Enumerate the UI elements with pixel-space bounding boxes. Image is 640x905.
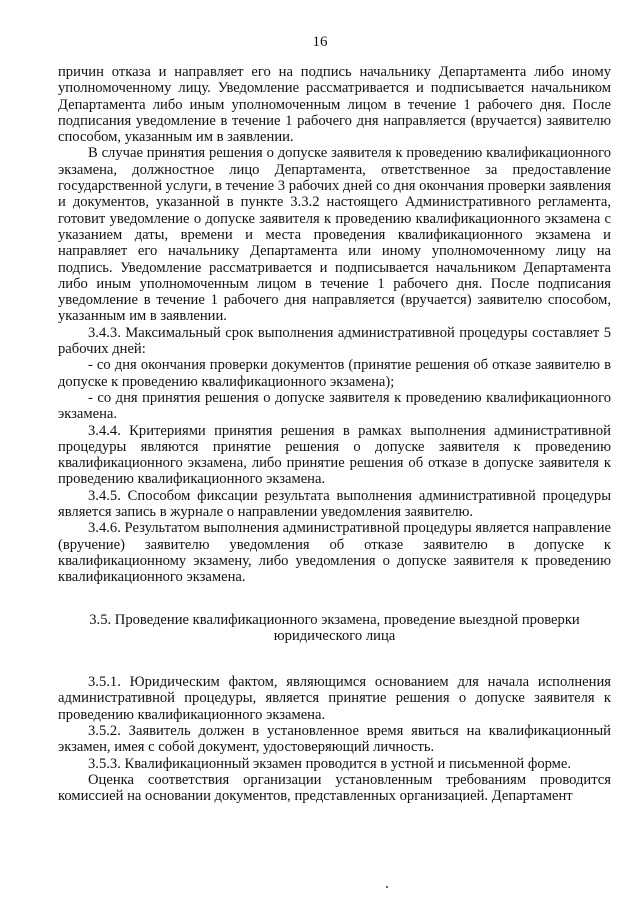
- paragraph: 3.5.1. Юридическим фактом, являющимся основанием для начала исполнения административной процедуры, является принятие решения о допуске заявителя к проведению квалификационного экзамена.: [58, 674, 611, 723]
- paragraph: В случае принятия решения о допуске заявителя к проведению квалификационного экзамена, должностное лицо Департамента, ответственное за предоставление государственной услуги, в течение 3 рабочих дней со дня окончания проверки заявления и документов, указанной в пункте 3.3.2 настоящего Административного регламента, готовит уведомление о допуске заявителя к проведению квалификационного экзамена с указанием даты, времени и места проведения квалификационного экзамена и направляет его начальнику Департамента или иному уполномоченному лицу на подпись. Уведомление рассматривается и подписывается начальником Департамента либо иным уполномоченным лицом в течение 1 рабочего дня. После подписания уведомление в течение 1 рабочего дня направляется (вручается) заявителю способом, указанным им в заявлении.: [58, 145, 611, 325]
- paragraph: 3.4.6. Результатом выполнения административной процедуры является направление (вручение) заявителю уведомления об отказе заявителю в допуске к квалификационному экзамену, либо уведомления о допуске заявителя к проведению квалификационного экзамена.: [58, 520, 611, 586]
- page-number: 16: [312, 34, 328, 50]
- paragraph: 3.4.5. Способом фиксации результата выполнения административной процедуры является запись в журнале о направлении уведомления заявителю.: [58, 487, 611, 521]
- paragraph: причин отказа и направляет его на подпись начальнику Департамента либо иному уполномоченному лицу. Уведомление рассматривается и подписывается начальником Департамента либо иным уполномоченным лицом в течение 1 рабочего дня. После подписания уведомление в течение 1 рабочего дня направляется (вручается) заявителю способом, указанным им в заявлении.: [58, 64, 611, 146]
- paragraph: Оценка соответствия организации установленным требованиям проводится комиссией на основании документов, представленных организацией. Департамент: [58, 771, 611, 805]
- paragraph: 3.5.3. Квалификационный экзамен проводится в устной и письменной форме.: [88, 755, 572, 772]
- document-body: [58, 64, 611, 804]
- list-item: - со дня окончания проверки документов (принятие решения об отказе заявителю в допуске к проведению квалификационного экзамена);: [58, 357, 611, 390]
- paragraph: 3.4.3. Максимальный срок выполнения административной процедуры составляет 5 рабочих дней:: [58, 324, 611, 358]
- section-title: 3.5. Проведение квалификационного экзамена, проведение выездной проверки юридического лица: [89, 611, 580, 644]
- scan-dot-mark: [386, 886, 388, 888]
- paragraph: 3.5.2. Заявитель должен в установленное время явиться на квалификационный экзамен, имея с собой документ, удостоверяющий личность.: [58, 722, 611, 756]
- paragraph: 3.4.4. Критериями принятия решения в рамках выполнения административной процедуры являются принятие решения о допуске заявителя к проведению квалификационного экзамена, либо принятие решения об отказе в допуске заявителя к проведению квалификационного экзамена.: [58, 422, 611, 488]
- list-item: - со дня принятия решения о допуске заявителя к проведению квалификационного экзамена.: [58, 389, 611, 423]
